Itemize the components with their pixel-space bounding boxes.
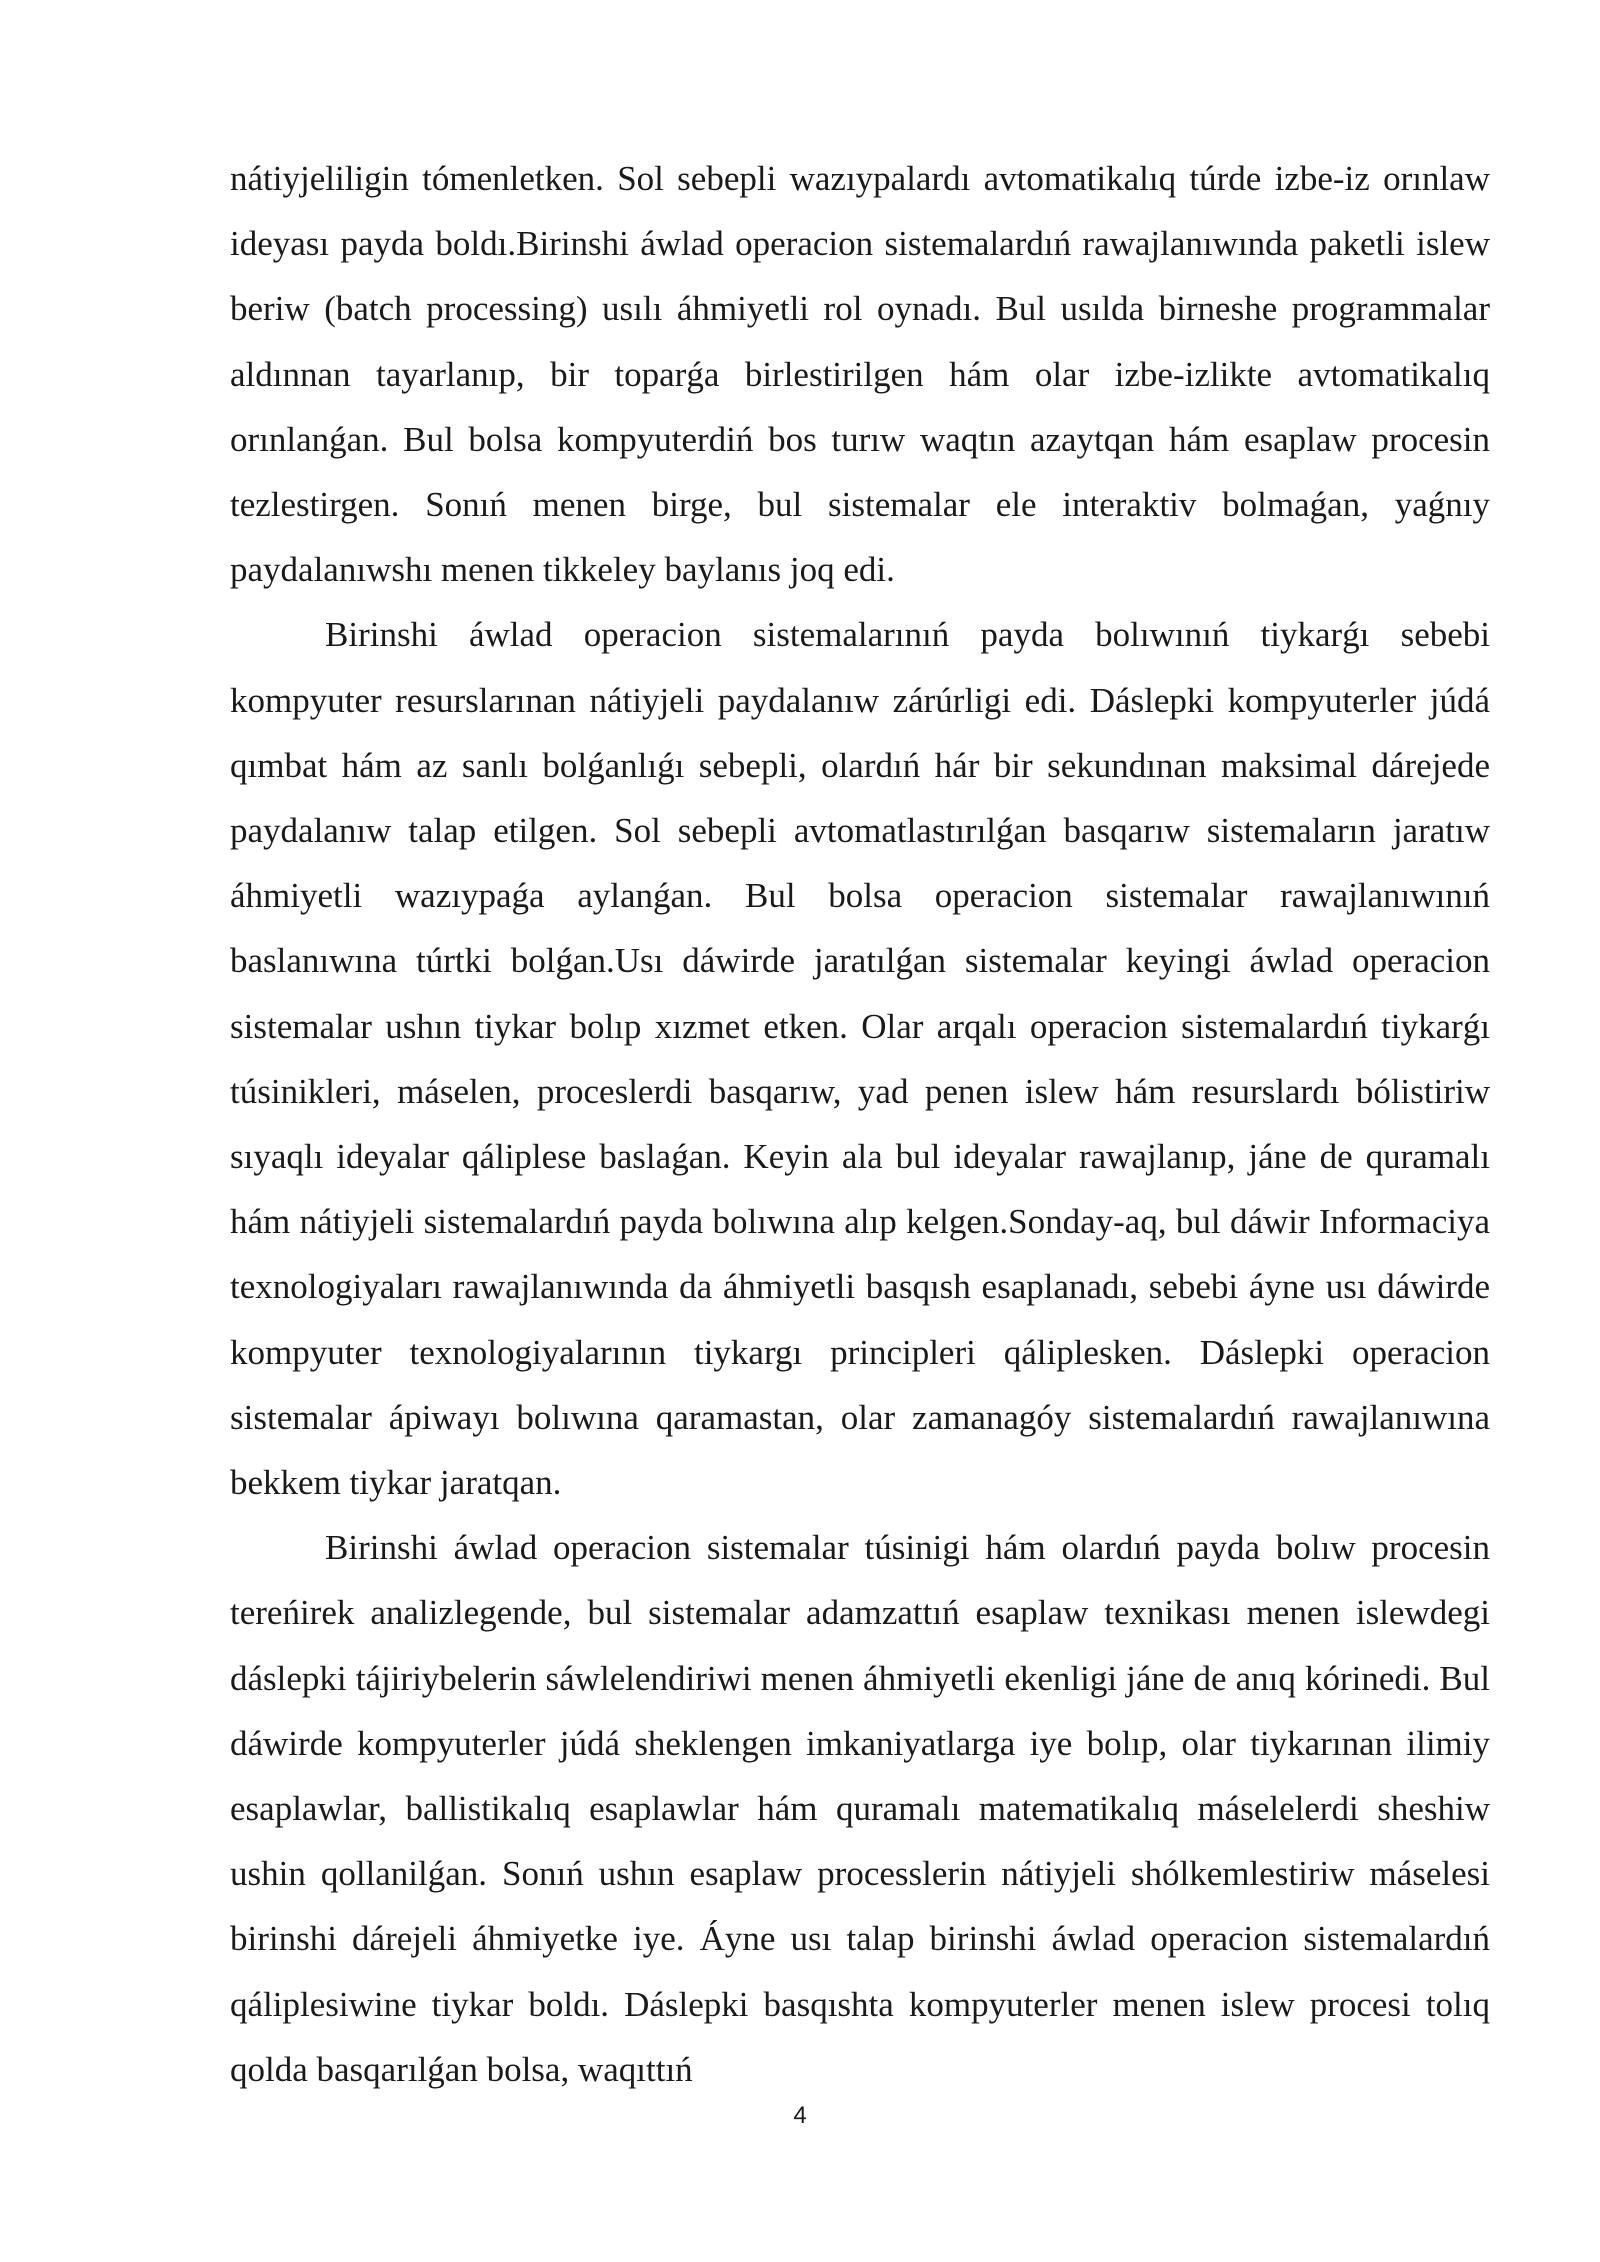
paragraph-1: nátiyjeliligin tómenletken. Sol sebepli wazıypalardı avtomatikalıq túrde izbe-iz orınlaw ideyası payda boldı.Birinshi áwlad operacion sistemalardıń rawajlanıwında paketli islew beriw (batch processing) usılı áhmiyetli rol oynadı. Bul usılda birneshe programmalar aldınnan tayarlanıp, bir toparǵa birlestirilgen hám olar izbe-izlikte avtomatikalıq orınlanǵan. Bul bolsa kompyuterdiń bos turıw waqtın azaytqan hám esaplaw procesin tezlestirgen. Sonıń menen birge, bul sistemalar ele interaktiv bolmaǵan, yaǵnıy paydalanıwshı menen tikkeley baylanıs joq edi. bbox=[230, 159, 1490, 590]
paragraph-3: Birinshi áwlad operacion sistemalar túsinigi hám olardıń payda bolıw procesin tereńirek analizlegende, bul sistemalar adamzattıń esaplaw texnikası menen islewdegi dáslepki tájiriybelerin sáwlelendiriwi menen áhmiyetli ekenligi jáne de anıq kórinedi. Bul dáwirde kompyuterler júdá sheklengen imkaniyatlarga iye bolıp, olar tiykarınan ilimiy esaplawlar, ballistikalıq esaplawlar hám quramalı matematikalıq máselelerdi sheshiw ushin qollanilǵan. Sonıń ushın esaplaw processlerin nátiyjeli shólkemlestiriw máselesi birinshi dárejeli áhmiyetke iye. Áyne usı talap birinshi áwlad operacion sistemalardıń qáliplesiwine tiykar boldı. Dáslepki basqıshta kompyuterler menen islew procesi tolıq qolda basqarılǵan bolsa, waqıttıń bbox=[230, 1528, 1490, 2089]
text-body bbox=[230, 146, 1490, 2102]
paragraph-2: Birinshi áwlad operacion sistemalarınıń payda bolıwınıń tiykarǵı sebebi kompyuter resurslarınan nátiyjeli paydalanıw zárúrligi edi. Dáslepki kompyuterler júdá qımbat hám az sanlı bolǵanlıǵı sebepli, olardıń hár bir sekundınan maksimal dárejede paydalanıw talap etilgen. Sol sebepli avtomatlastırılǵan basqarıw sistemaların jaratıw áhmiyetli wazıypaǵa aylanǵan. Bul bolsa operacion sistemalar rawajlanıwınıń baslanıwına túrtki bolǵan.Usı dáwirde jaratılǵan sistemalar keyingi áwlad operacion sistemalar ushın tiykar bolıp xızmet etken. Olar arqalı operacion sistemalardıń tiykarǵı túsinikleri, máselen, proceslerdi basqarıw, yad penen islew hám resurslardı bólistiriw sıyaqlı ideyalar qáliplese baslaǵan. Keyin ala bul ideyalar rawajlanıp, jáne de quramalı hám nátiyjeli sistemalardıń payda bolıwına alıp kelgen.Sonday-aq, bul dáwir Informaciya texnologiyaları rawajlanıwında da áhmiyetli basqısh esaplanadı, sebebi áyne usı dáwirde kompyuter texnologiyalarının tiykargı principleri qáliplesken. Dáslepki operacion sistemalar ápiwayı bolıwına qaramastan, olar zamanagóy sistemalardıń rawajlanıwına bekkem tiykar jaratqan. bbox=[230, 615, 1490, 1503]
page-number: 4 bbox=[793, 2102, 807, 2129]
